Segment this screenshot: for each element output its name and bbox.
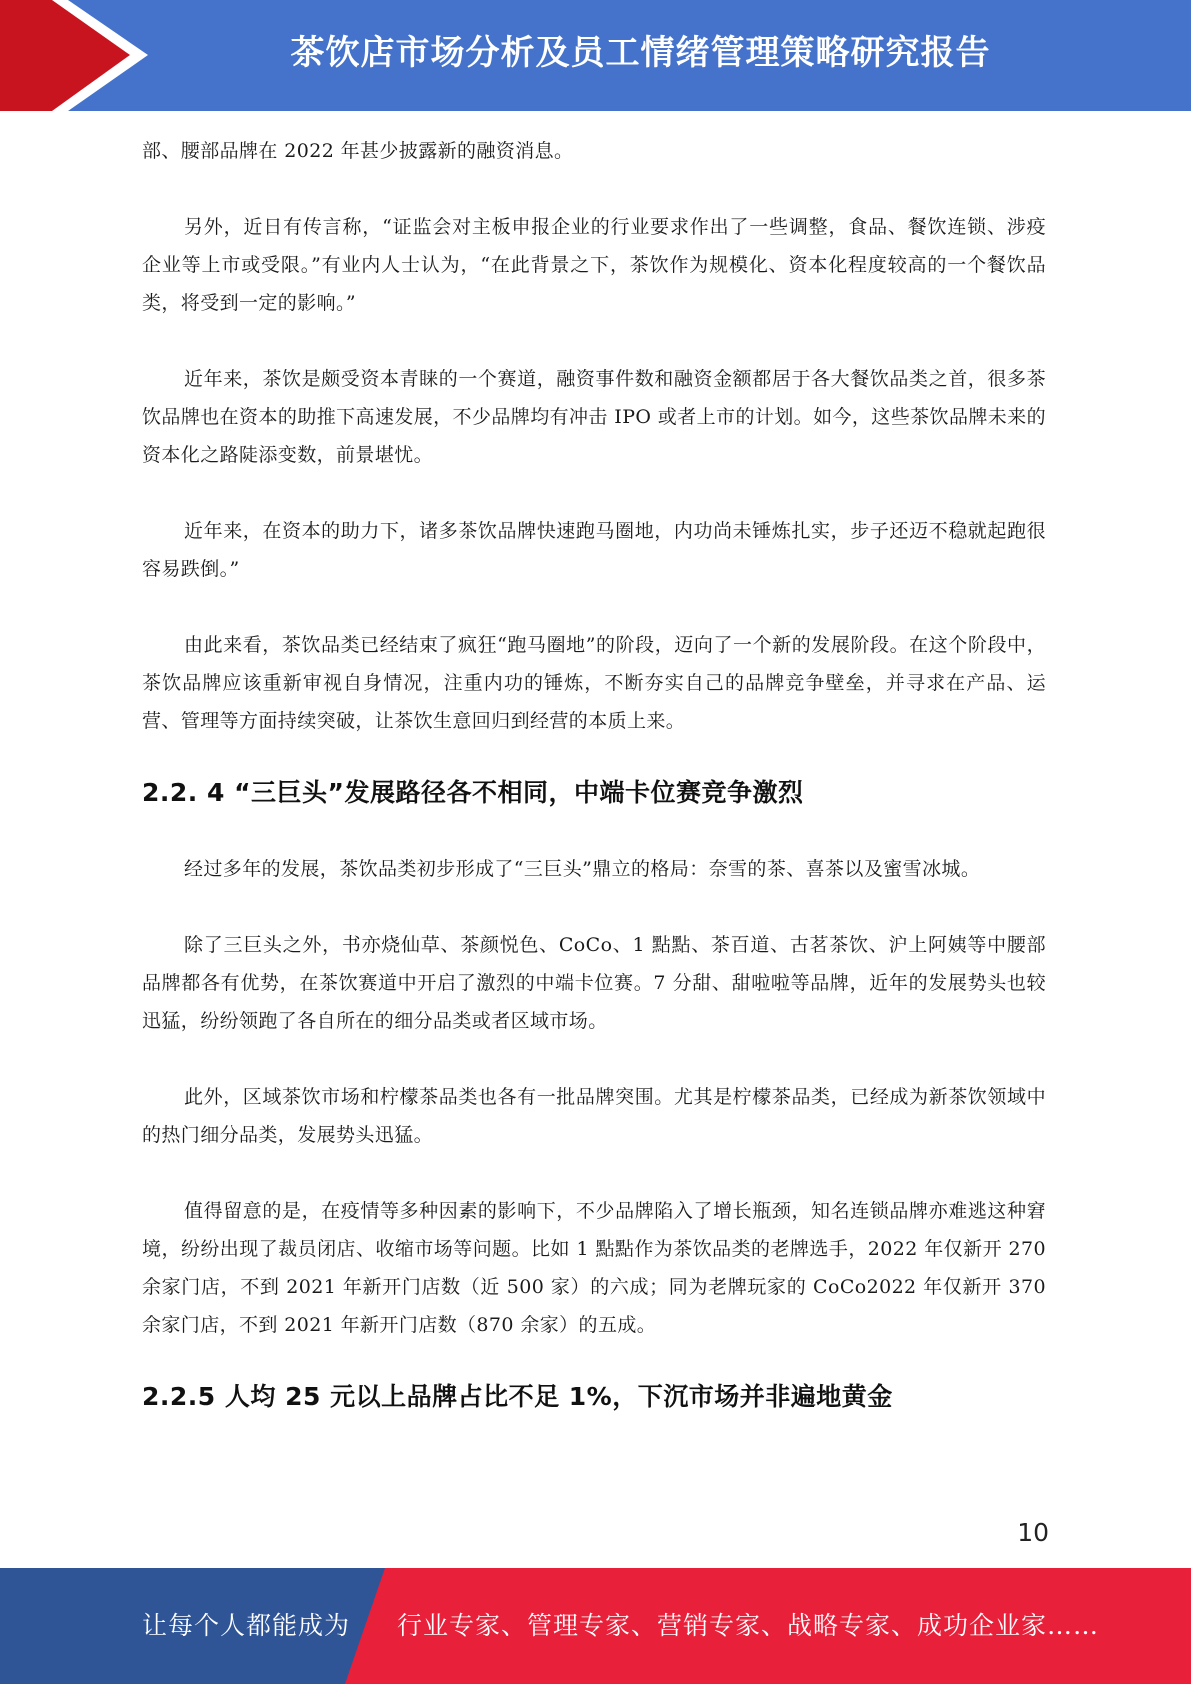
section-heading-2-2-4: 2.2. 4 “三巨头”发展路径各不相同，中端卡位赛竞争激烈	[142, 778, 804, 807]
paragraph-7: 除了三巨头之外，书亦烧仙草、茶颜悦色、CoCo、1 點點、茶百道、古茗茶饮、沪上阿姨等中腰部品牌都各有优势，在茶饮赛道中开启了激烈的中端卡位赛。7 分甜、甜啦啦等品牌，近年的发展势头也较迅猛，纷纷领跑了各自所在的细分品类或者区域市场。	[142, 934, 1046, 1032]
page-number: 10	[1017, 1518, 1049, 1547]
paragraph-2: 另外，近日有传言称，“证监会对主板申报企业的行业要求作出了一些调整，食品、餐饮连锁、涉疫企业等上市或受限。”有业内人士认为，“在此背景之下，茶饮作为规模化、资本化程度较高的一个餐饮品类，将受到一定的影响。”	[142, 216, 1046, 314]
paragraph-8: 此外，区域茶饮市场和柠檬茶品类也各有一批品牌突围。尤其是柠檬茶品类，已经成为新茶饮领域中的热门细分品类，发展势头迅猛。	[142, 1086, 1046, 1146]
paragraph-6: 经过多年的发展，茶饮品类初步形成了“三巨头”鼎立的格局：奈雪的茶、喜茶以及蜜雪冰城。	[184, 858, 981, 880]
paragraph-5: 由此来看，茶饮品类已经结束了疯狂“跑马圈地”的阶段，迈向了一个新的发展阶段。在这个阶段中，茶饮品牌应该重新审视自身情况，注重内功的锤炼，不断夯实自己的品牌竞争壁垒，并寻求在产品、运营、管理等方面持续突破，让茶饮生意回归到经营的本质上来。	[142, 634, 1046, 732]
document-body	[142, 132, 1046, 1416]
header-chevron-decoration	[0, 0, 160, 111]
report-title: 茶饮店市场分析及员工情绪管理策略研究报告	[290, 33, 991, 73]
paragraph-3: 近年来，茶饮是颇受资本青睐的一个赛道，融资事件数和融资金额都居于各大餐饮品类之首，很多茶饮品牌也在资本的助推下高速发展，不少品牌均有冲击 IPO 或者上市的计划。如今，这些茶饮品牌未来的资本化之路陡添变数，前景堪忧。	[142, 368, 1046, 466]
footer-slogan-left: 让每个人都能成为	[142, 1611, 351, 1640]
paragraph-1: 部、腰部品牌在 2022 年甚少披露新的融资消息。	[142, 140, 574, 162]
footer-slogan-right: 行业专家、管理专家、营销专家、战略专家、成功企业家……	[397, 1611, 1100, 1640]
paragraph-9: 值得留意的是，在疫情等多种因素的影响下，不少品牌陷入了增长瓶颈，知名连锁品牌亦难逃这种窘境，纷纷出现了裁员闭店、收缩市场等问题。比如 1 點點作为茶饮品类的老牌选手，2022 年仅新开 270 余家门店，不到 2021 年新开门店数（近 500 家）的六成；同为老牌玩家的 CoCo2022 年仅新开 370 余家门店，不到 2021 年新开门店数（870 余家）的五成。	[142, 1200, 1046, 1336]
page-header	[0, 0, 1191, 111]
section-heading-2-2-5: 2.2.5 人均 25 元以上品牌占比不足 1%，下沉市场并非遍地黄金	[142, 1382, 893, 1411]
paragraph-4: 近年来，在资本的助力下，诸多茶饮品牌快速跑马圈地，内功尚未锤炼扎实，步子还迈不稳就起跑很容易跌倒。”	[142, 520, 1046, 580]
page-footer	[0, 1568, 1191, 1684]
